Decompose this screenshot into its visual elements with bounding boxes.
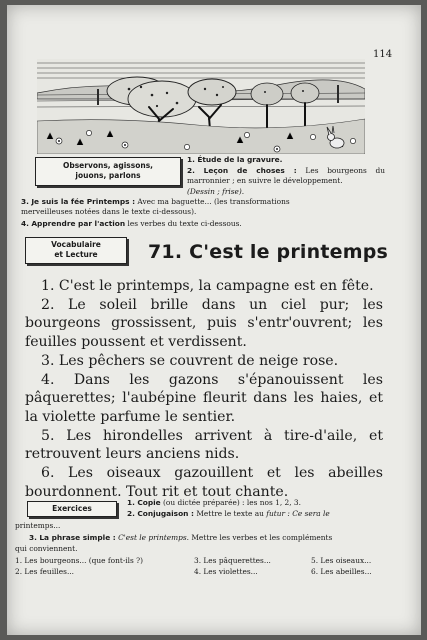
instruction-item-2: 2. Leçon de choses : Les bourgeons du marronnier ; en suivre le développement. (Dessin ; frise). [187,166,385,196]
paragraph-2: 2. Le soleil brille dans un ciel pur; les bourgeons grossissent, puis s'entr'ouvrent; les feuilles poussent et verdissent. [25,296,383,351]
exercise-grid-cell: 6. Les abeilles... [311,567,372,576]
section-label-vocabulaire [25,237,127,264]
exercise-grid-cell: 5. Les oiseaux... [311,556,372,565]
exercise-item-3-line2: qui conviennent. [15,544,78,553]
exercise-item-2-continued: printemps... [15,521,61,530]
exercise-item-3: 3. La phrase simple : C'est le printemps. Mettre les verbes et les compléments [29,533,333,542]
reading-text [25,277,383,501]
section-label-line1: Observons, agissons, [62,161,154,170]
instruction-item-1: 1. Étude de la gravure. [187,155,283,164]
section-label-observons [35,157,181,186]
instruction-item-4: 4. Apprendre par l'action les verbes du texte ci-dessous. [21,219,242,228]
lesson-title: 71. C'est le printemps [148,241,389,263]
page-number: 114 [373,49,393,60]
book-page [7,5,421,635]
exercise-item-1: 1. Copie (ou dictée préparée) : les nos 1, 2, 3. [127,498,301,507]
paragraph-5: 5. Les hirondelles arrivent à tire-d'aile, et retrouvent leurs anciens nids. [25,427,383,463]
exercise-item-2: 2. Conjugaison : Mettre le texte au futur : Ce sera le [127,509,330,518]
section-label-line2: et Lecture [54,250,98,259]
section-label-line1: Vocabulaire [51,240,101,249]
paragraph-1: 1. C'est le printemps, la campagne est en fête. [41,278,374,294]
section-label-line2: jouons, parlons [75,171,141,180]
section-label-exercices: Exercices [27,501,117,517]
paragraph-4: 4. Dans les gazons s'épanouissent les pâquerettes; l'aubépine fleurit dans les haies, et la violette parfume le sentier. [25,371,383,425]
exercise-grid-cell: 1. Les bourgeons... (que font-ils ?) [15,556,144,565]
paragraph-6: 6. Les oiseaux gazouillent et les abeilles bourdonnent. Tout rit et tout chante. [25,465,383,500]
exercise-grid-cell: 4. Les violettes... [194,567,258,576]
spring-landscape-illustration [37,59,365,154]
exercise-grid-cell: 3. Les pâquerettes... [194,556,271,565]
instruction-item-3: 3. Je suis la fée Printemps : Avec ma baguette... (les transformations merveilleuses notées dans le texte ci-dessous). [21,197,290,217]
exercise-grid-cell: 2. Les feuilles... [15,567,74,576]
paragraph-3: 3. Les pêchers se couvrent de neige rose. [41,352,339,369]
